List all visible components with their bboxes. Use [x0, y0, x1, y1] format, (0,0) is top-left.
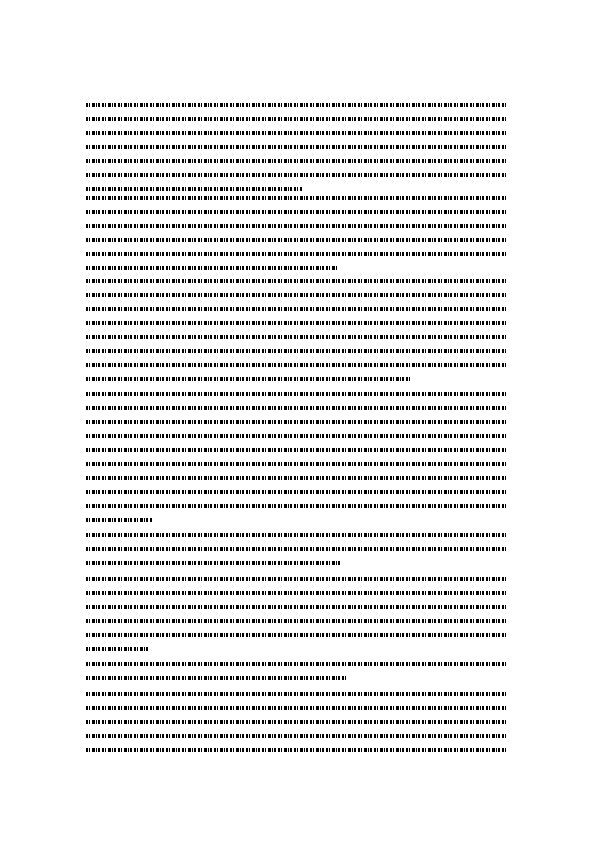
- text-line: [86, 490, 507, 494]
- text-line: [86, 145, 507, 149]
- text-line: [86, 504, 507, 508]
- text-line: [86, 117, 507, 121]
- text-line: [86, 406, 507, 410]
- text-line: [86, 561, 342, 565]
- text-line: [86, 224, 507, 228]
- text-line: [86, 662, 507, 666]
- text-line: [86, 533, 507, 537]
- text-line: [86, 647, 148, 651]
- text-line: [86, 706, 507, 710]
- text-line: [86, 633, 507, 637]
- text-line: [86, 547, 507, 551]
- text-line: [86, 335, 507, 339]
- text-line: [86, 434, 507, 438]
- text-line: [86, 377, 410, 381]
- text-line: [86, 448, 507, 452]
- text-line: [86, 619, 507, 623]
- text-line: [86, 420, 507, 424]
- text-line: [86, 293, 507, 297]
- text-line: [86, 187, 302, 191]
- text-line: [86, 210, 507, 214]
- text-line: [86, 462, 507, 466]
- text-line: [86, 279, 507, 283]
- text-line: [86, 252, 507, 256]
- text-line: [86, 605, 507, 609]
- text-line: [86, 131, 507, 135]
- text-line: [86, 321, 507, 325]
- text-line: [86, 173, 507, 177]
- text-line: [86, 266, 338, 270]
- text-line: [86, 103, 507, 107]
- text-line: [86, 720, 507, 724]
- text-line: [86, 676, 346, 680]
- text-line: [86, 349, 507, 353]
- text-line: [86, 518, 152, 522]
- text-line: [86, 692, 507, 696]
- text-line: [86, 476, 507, 480]
- text-line: [86, 196, 507, 200]
- text-line: [86, 307, 507, 311]
- text-line: [86, 748, 507, 752]
- text-line: [86, 238, 507, 242]
- text-line: [86, 159, 507, 163]
- text-line: [86, 577, 507, 581]
- text-line: [86, 591, 507, 595]
- text-line: [86, 734, 507, 738]
- text-line: [86, 392, 507, 396]
- text-line: [86, 363, 507, 367]
